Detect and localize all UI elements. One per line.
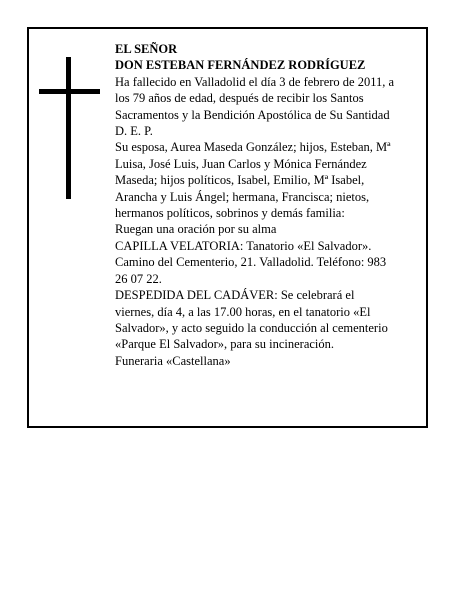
- notice-line: Funeraria «Castellana»: [115, 353, 231, 368]
- notice-line: hermanos políticos, sobrinos y demás familia:: [115, 206, 345, 221]
- notice-heading: EL SEÑOR: [115, 42, 178, 56]
- notice-line: los 79 años de edad, después de recibir los Santos: [115, 91, 364, 106]
- notice-line: Salvador», y acto seguido la conducción al cementerio: [115, 320, 388, 335]
- notice-line: D. E. P.: [115, 124, 153, 139]
- notice-text: [115, 41, 427, 369]
- notice-line: Su esposa, Aurea Maseda González; hijos, Esteban, Mª: [115, 140, 391, 155]
- notice-line: viernes, día 4, a las 17.00 horas, en el tanatorio «El: [115, 304, 371, 319]
- notice-line: Ruegan una oración por su alma: [115, 222, 277, 237]
- notice-line: Sacramentos y la Bendición Apostólica de Su Santidad: [115, 107, 390, 122]
- notice-line: Ha fallecido en Valladolid el día 3 de febrero de 2011, a: [115, 74, 395, 89]
- cross-horizontal-bar: [39, 89, 100, 94]
- deceased-name: DON ESTEBAN FERNÁNDEZ RODRÍGUEZ: [115, 58, 366, 73]
- notice-line: CAPILLA VELATORIA: Tanatorio «El Salvador».: [115, 238, 372, 253]
- notice-line: «Parque El Salvador», para su incineración.: [115, 337, 335, 352]
- notice-line: Arancha y Luis Ángel; hermana, Francisca; nietos,: [115, 189, 370, 204]
- latin-cross-icon: [39, 57, 100, 199]
- cross-vertical-bar: [66, 57, 71, 199]
- notice-line: DESPEDIDA DEL CADÁVER: Se celebrará el: [115, 288, 355, 303]
- notice-line: Camino del Cementerio, 21. Valladolid. Teléfono: 983: [115, 255, 387, 270]
- notice-line: Maseda; hijos políticos, Isabel, Emilio, Mª Isabel,: [115, 173, 365, 188]
- notice-line: 26 07 22.: [115, 271, 162, 286]
- notice-line: Luisa, José Luis, Juan Carlos y Mónica Fernández: [115, 156, 367, 171]
- obituary-notice: [27, 27, 428, 428]
